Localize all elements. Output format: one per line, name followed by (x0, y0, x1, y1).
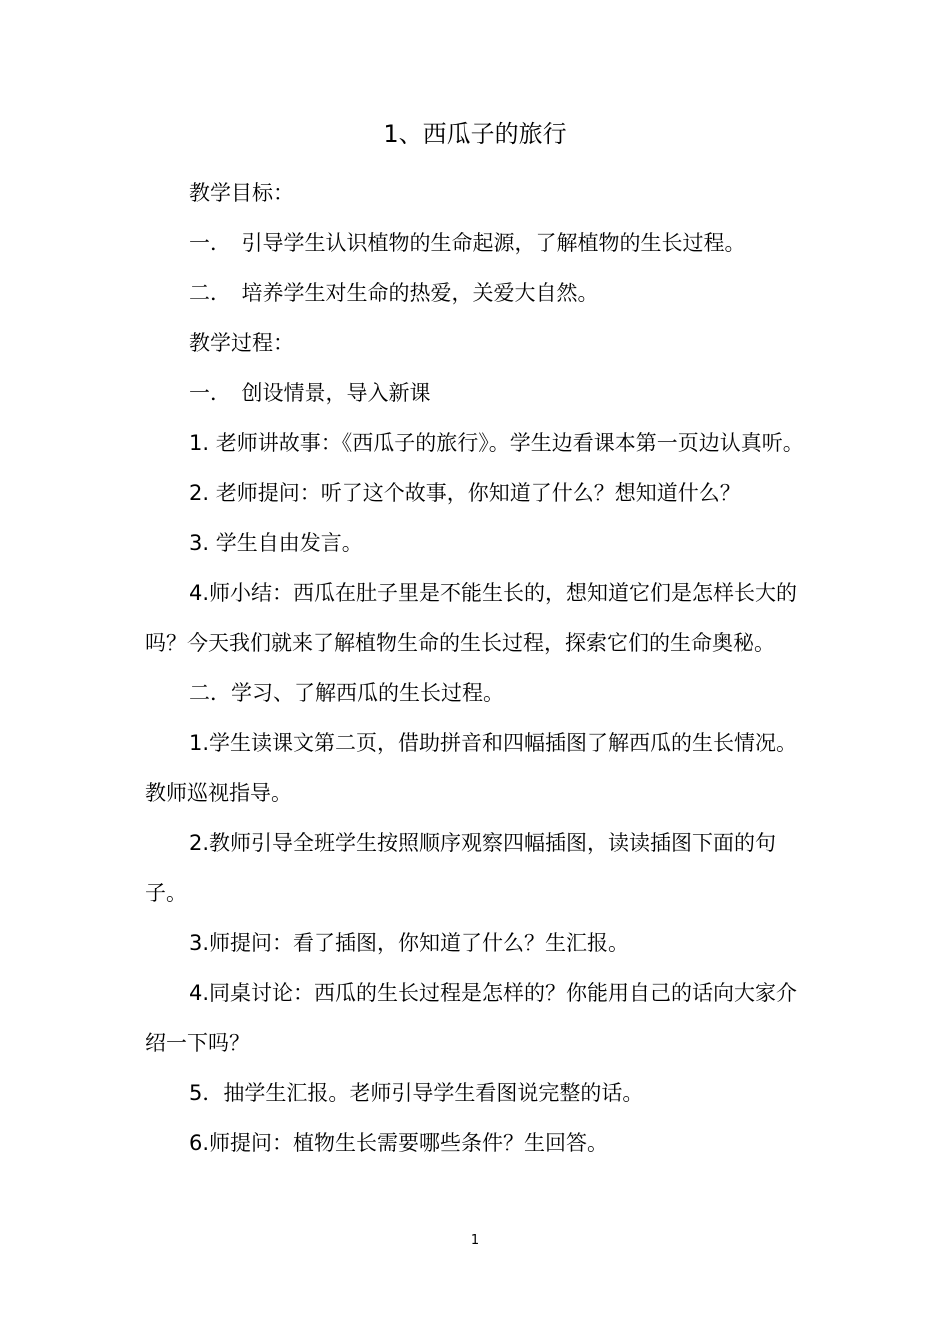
paragraph-step-1-2: 2. 老师提问：听了这个故事，你知道了什么？想知道什么？ (189, 481, 741, 505)
paragraph-step-2-1: 1.学生读课文第二页，借助拼音和四幅插图了解西瓜的生长情况。教师巡视指导。 (145, 731, 798, 805)
paragraph-teaching-process-heading: 教学过程： (189, 331, 294, 355)
paragraph-teaching-goals-heading: 教学目标： (189, 181, 294, 205)
paragraph-section-2-heading: 二．学习、了解西瓜的生长过程。 (189, 681, 504, 705)
document-body (145, 168, 815, 1168)
paragraph-step-1-1: 1. 老师讲故事：《西瓜子的旅行》。学生边看课本第一页边认真听。 (189, 431, 804, 455)
paragraph-section-1-heading: 一． 创设情景，导入新课 (189, 381, 431, 405)
paragraph-step-2-6: 6.师提问：植物生长需要哪些条件？生回答。 (189, 1131, 609, 1155)
page-number: 1 (470, 1233, 480, 1248)
paragraph-goal-2: 二． 培养学生对生命的热爱，关爱大自然。 (189, 281, 599, 305)
paragraph-step-1-3: 3. 学生自由发言。 (189, 531, 363, 555)
paragraph-step-2-3: 3.师提问：看了插图，你知道了什么？生汇报。 (189, 931, 630, 955)
paragraph-step-1-4: 4.师小结：西瓜在肚子里是不能生长的，想知道它们是怎样长大的吗？今天我们就来了解植物生命的生长过程，探索它们的生命奥秘。 (145, 581, 798, 655)
paragraph-goal-1: 一． 引导学生认识植物的生命起源，了解植物的生长过程。 (189, 231, 746, 255)
document-title: 1、西瓜子的旅行 (383, 120, 567, 148)
paragraph-step-2-4: 4.同桌讨论：西瓜的生长过程是怎样的？你能用自己的话向大家介绍一下吗？ (145, 981, 798, 1055)
paragraph-step-2-5: 5．抽学生汇报。老师引导学生看图说完整的话。 (189, 1081, 644, 1105)
paragraph-step-2-2: 2.教师引导全班学生按照顺序观察四幅插图，读读插图下面的句子。 (145, 831, 777, 905)
